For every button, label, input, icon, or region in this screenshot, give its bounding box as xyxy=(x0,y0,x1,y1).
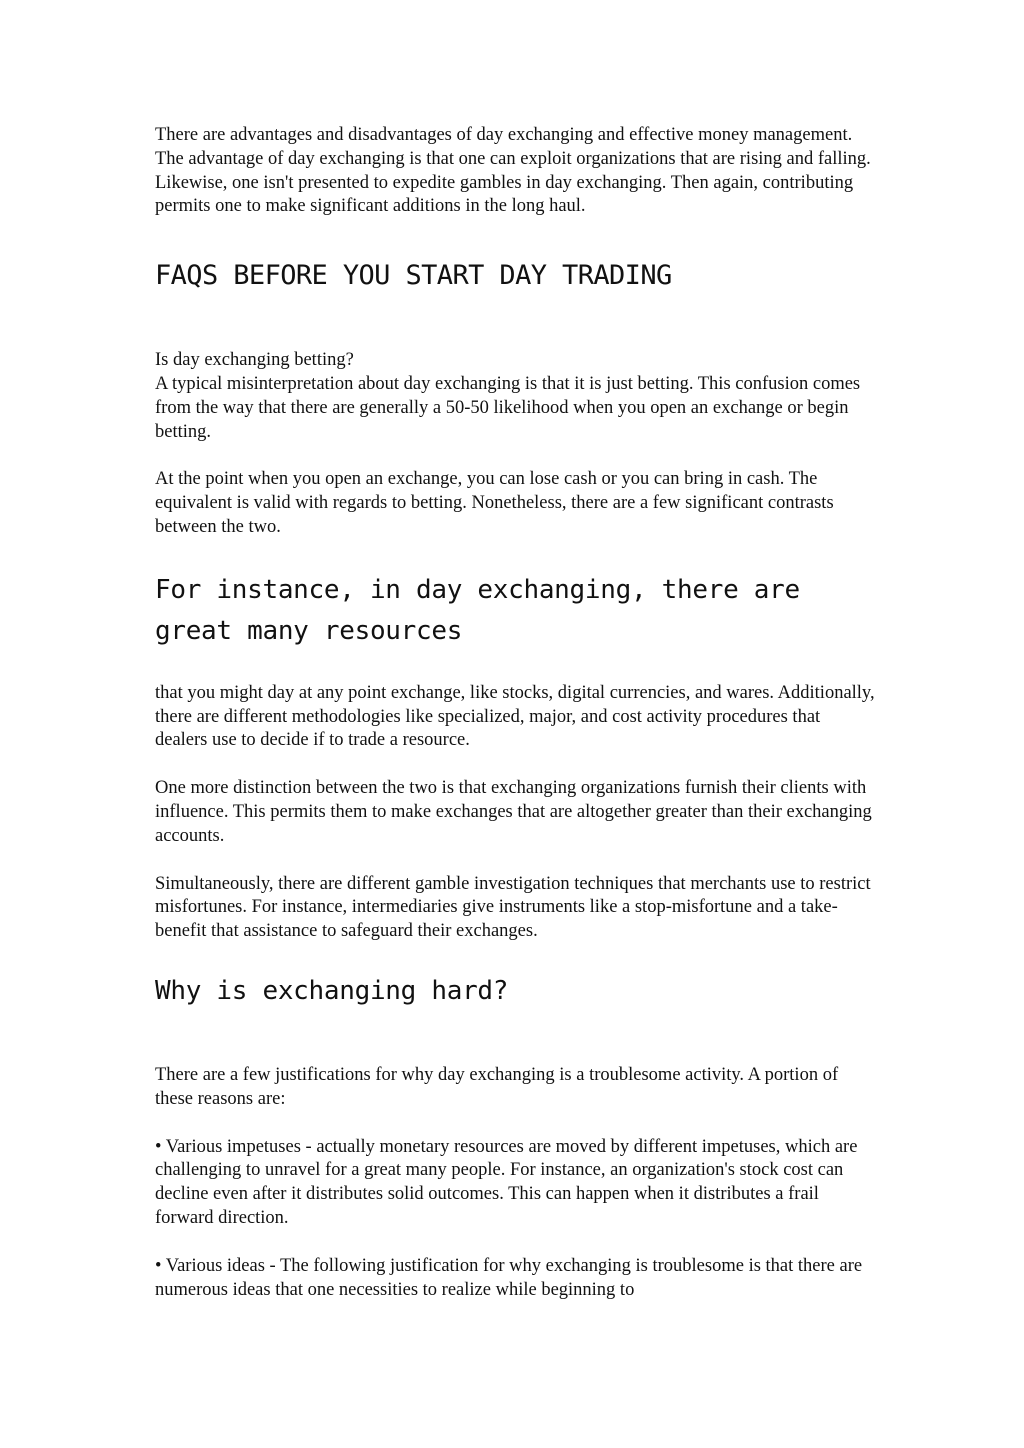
instance-heading: For instance, in day exchanging, there are great many resources xyxy=(155,574,800,646)
point-paragraph: At the point when you open an exchange, you can lose cash or you can bring in cash. The equivalent is valid with regards to betting. Nonetheless, there are a few significant contrasts between the two. xyxy=(155,469,834,537)
influence-paragraph: One more distinction between the two is that exchanging organizations furnish their clients with influence. This permits them to make exchanges that are altogether greater than their exchanging accounts. xyxy=(155,778,872,846)
stocks-paragraph: that you might day at any point exchange, like stocks, digital currencies, and wares. Additionally, there are different methodologies like specialized, major, and cost activity procedures that dealers use to decide if to trade a resource. xyxy=(155,682,875,751)
gamble-paragraph: Simultaneously, there are different gamble investigation techniques that merchants use to restrict misfortunes. For instance, intermediaries give instruments like a stop-misfortune and a take-benefit that assistance to safeguard their exchanges. xyxy=(155,873,871,942)
justifications-paragraph: There are a few justifications for why day exchanging is a troublesome activity. A portion of these reasons are: xyxy=(155,1064,839,1109)
bullet-impetuses: • Various impetuses - actually monetary resources are moved by different impetuses, which are challenging to unravel for a great many people. For instance, an organization's stock cost can decline even after it distributes solid outcomes. This can happen when it distributes a frail forward direction. xyxy=(155,1136,858,1228)
faq-heading: FAQS BEFORE YOU START DAY TRADING xyxy=(155,260,672,292)
bullet-ideas: • Various ideas - The following justification for why exchanging is troublesome is that there are numerous ideas that one necessities to realize while beginning to xyxy=(155,1255,863,1300)
question-text: Is day exchanging betting? xyxy=(155,350,354,371)
misinterpretation-paragraph: A typical misinterpretation about day exchanging is that it is just betting. This confusion comes from the way that there are generally a 50-50 likelihood when you open an exchange or begin betting. xyxy=(155,373,861,442)
why-heading: Why is exchanging hard? xyxy=(155,975,509,1006)
intro-paragraph: There are advantages and disadvantages of day exchanging and effective money management. The advantage of day exchanging is that one can exploit organizations that are rising and falling. Likewise, one isn't presented to expedite gambles in day exchanging. Then again, contributing permits one to make significant additions in the long haul. xyxy=(155,125,871,217)
document-page xyxy=(155,124,875,1302)
